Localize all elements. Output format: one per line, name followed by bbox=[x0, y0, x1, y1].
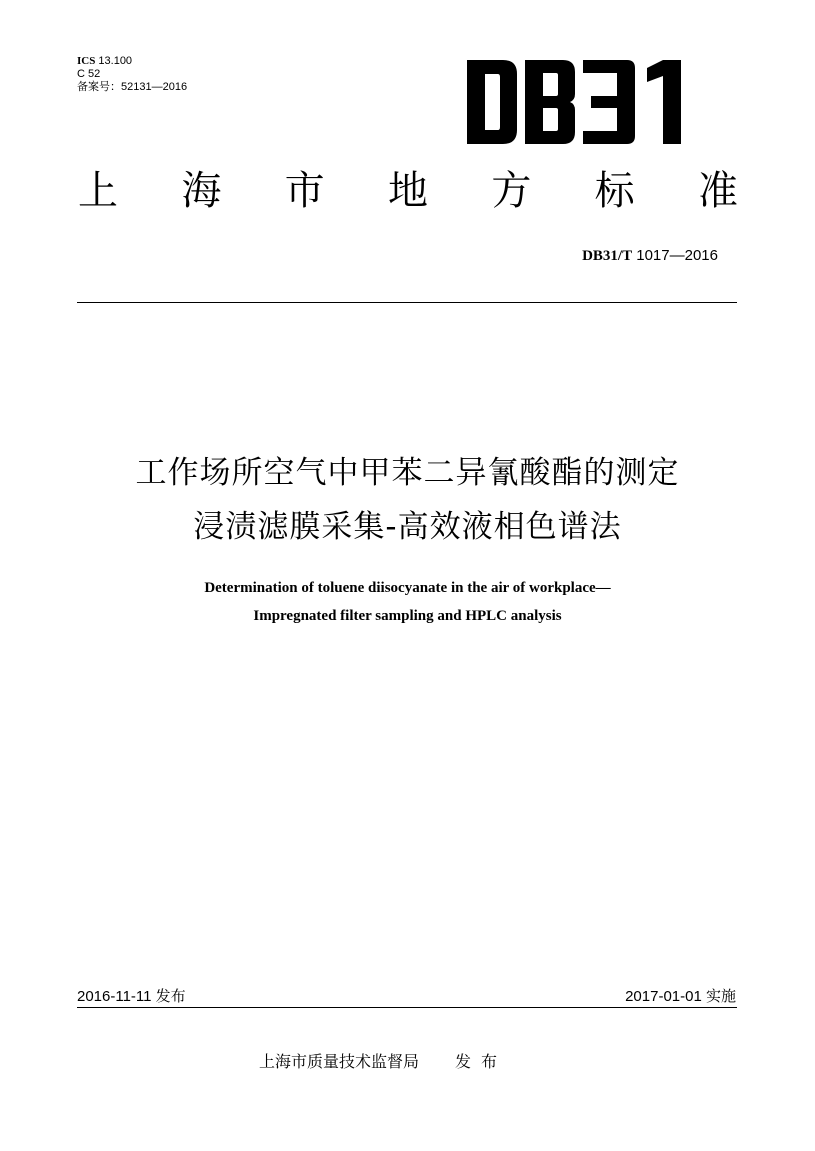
record-number: 备案号：52131—2016 bbox=[77, 81, 188, 93]
standard-type-char: 上 bbox=[78, 168, 118, 214]
issuer-action: 发布 bbox=[455, 1052, 508, 1071]
standard-type-char: 方 bbox=[491, 168, 532, 214]
standard-type-char: 准 bbox=[697, 168, 738, 214]
db31-logo bbox=[467, 60, 692, 144]
standard-type-title bbox=[78, 163, 738, 219]
standard-type-char: 市 bbox=[284, 168, 325, 214]
ics-value: 13.100 bbox=[98, 55, 133, 67]
title-en-line2: Impregnated filter sampling and HPLC analysis bbox=[253, 608, 562, 624]
title-zh-line2: 浸渍滤膜采集-高效液相色谱法 bbox=[193, 509, 622, 545]
issuer bbox=[259, 1049, 507, 1072]
issuer-name: 上海市质量技术监督局 bbox=[259, 1052, 420, 1071]
ccs-line: C 52 bbox=[77, 68, 101, 80]
standard-code bbox=[582, 247, 718, 265]
ics-label: ICS bbox=[77, 55, 96, 67]
implement-date: 2017-01-01 实施 bbox=[625, 988, 736, 1005]
standard-type-char: 海 bbox=[181, 168, 222, 214]
bottom-divider bbox=[77, 1007, 737, 1008]
header-meta bbox=[77, 55, 187, 94]
standard-code-number: 1017—2016 bbox=[636, 247, 718, 264]
ics-line bbox=[77, 55, 187, 68]
top-divider bbox=[77, 302, 737, 303]
title-zh-line1: 工作场所空气中甲苯二异氰酸酯的测定 bbox=[135, 455, 680, 491]
title-en-line1: Determination of toluene diisocyanate in the air of workplace— bbox=[204, 580, 611, 596]
standard-type-char: 标 bbox=[594, 168, 635, 214]
standard-code-prefix: DB31/T bbox=[582, 248, 633, 264]
issue-date: 2016-11-11 发布 bbox=[77, 988, 186, 1005]
standard-type-char: 地 bbox=[387, 168, 428, 214]
